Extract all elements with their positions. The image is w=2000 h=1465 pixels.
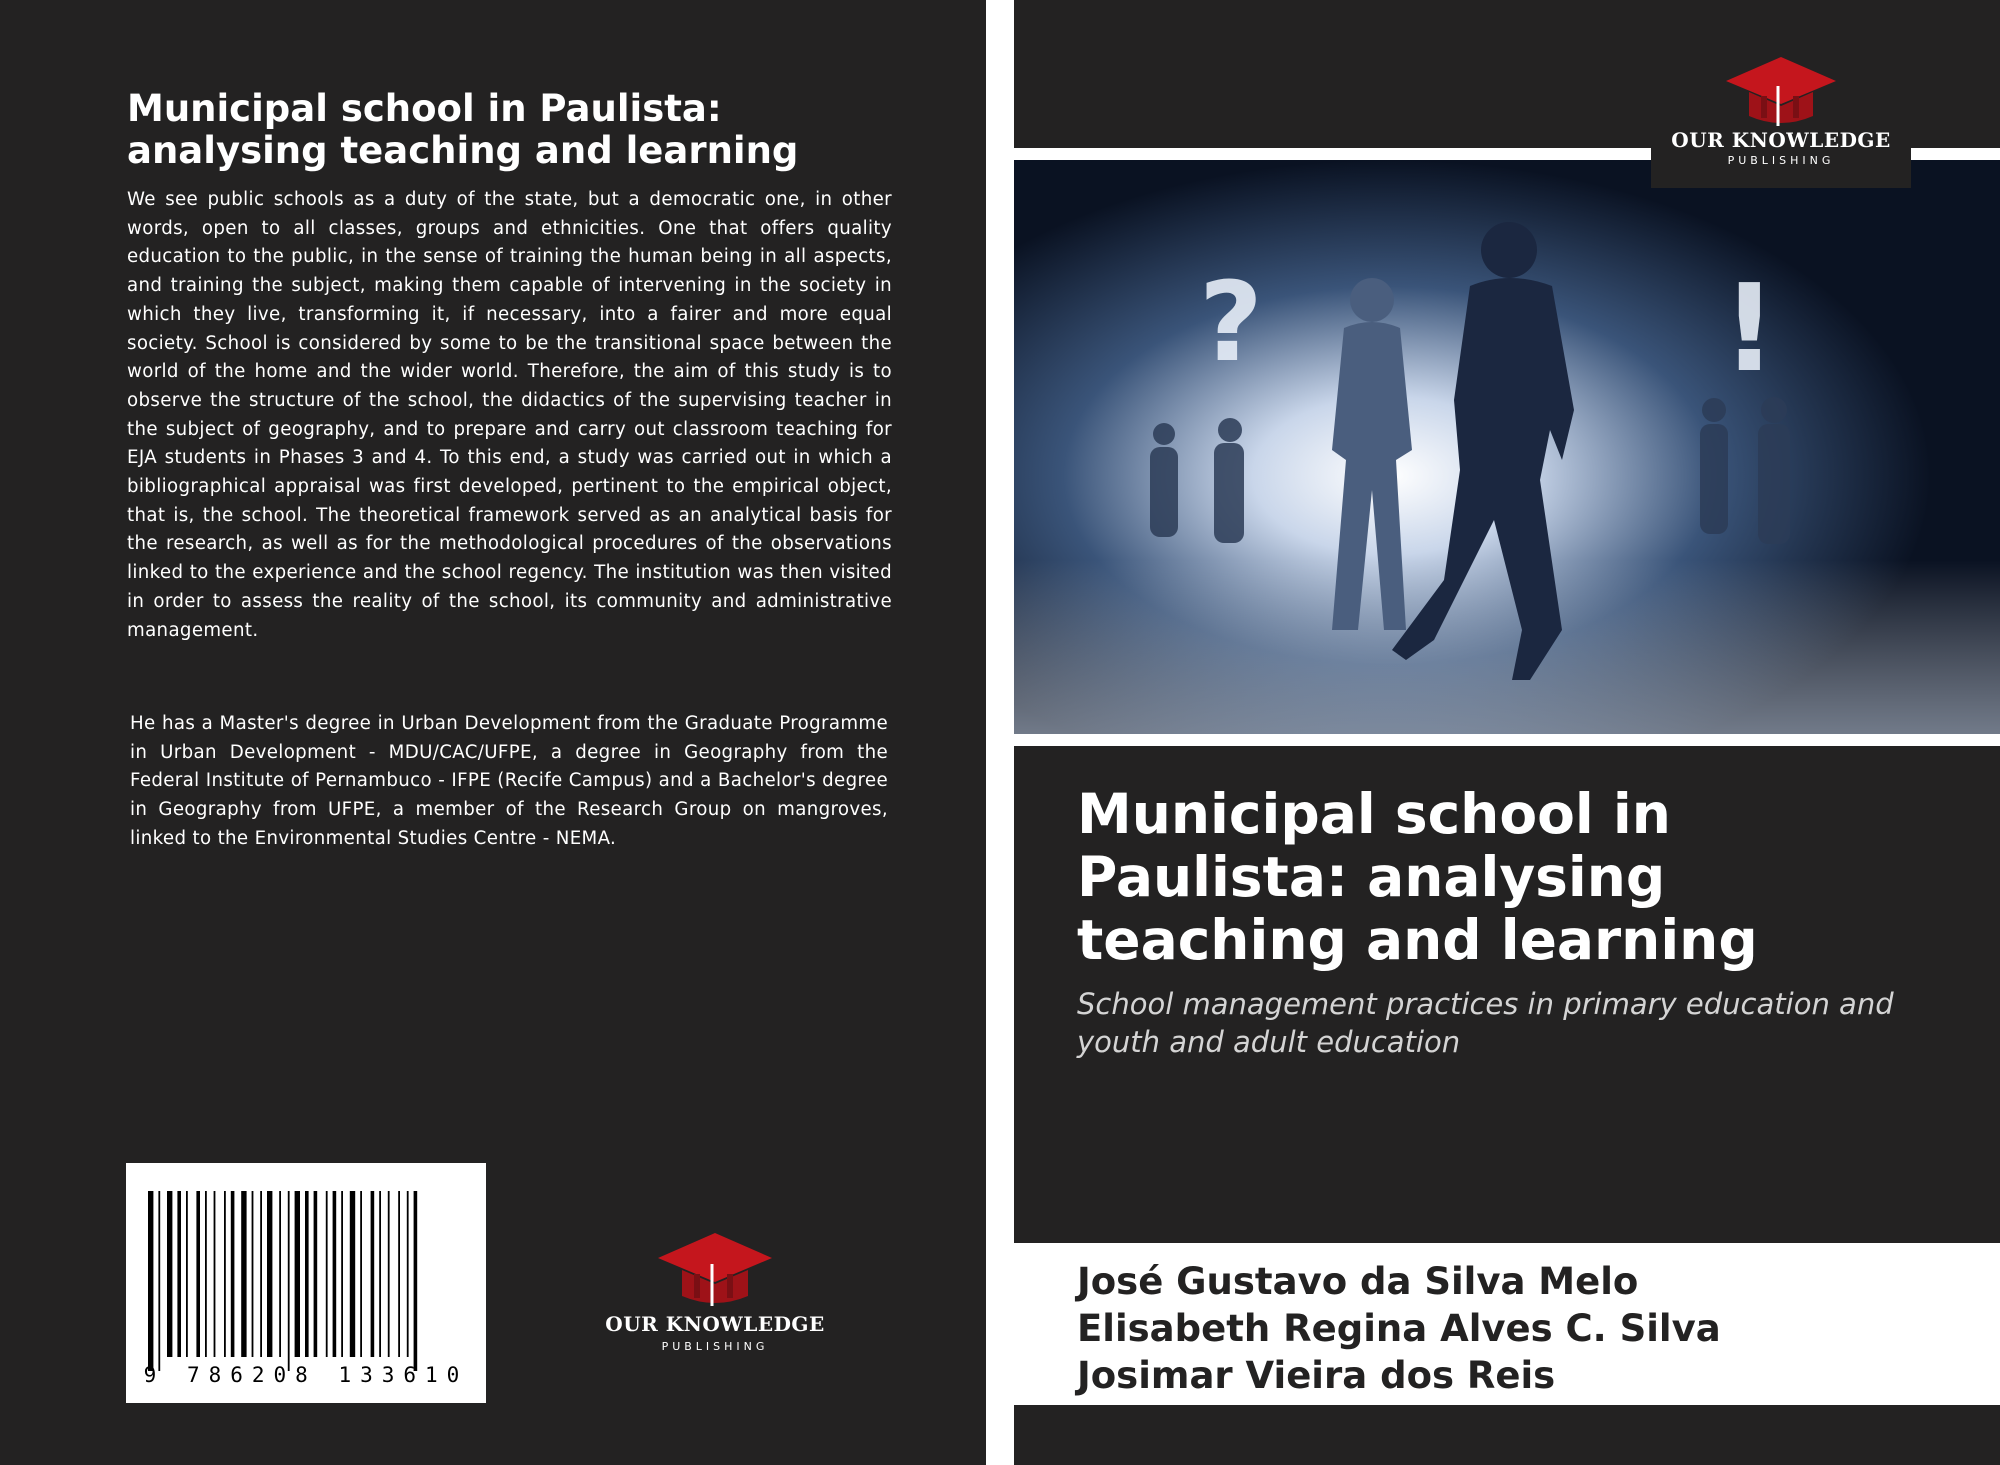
publisher-name: OUR KNOWLEDGE [605,1312,825,1336]
barcode [126,1163,486,1403]
silhouettes-illustration [1014,160,2000,734]
barcode-bar [148,1191,153,1371]
barcode-bar [186,1191,188,1357]
barcode-bar [350,1191,355,1357]
front-bottom-band [1014,1405,2000,1465]
barcode-bar [177,1191,181,1357]
spine-gap [986,0,1014,1465]
authors-list [1077,1258,1977,1399]
back-cover-abstract: We see public schools as a duty of the state, but a democratic one, in other words, open to all classes, groups and ethnicities. One that offers quality education to the public, in the sense of training the human being in all aspects, and training the subject, making them capable of intervening in the society in which they live, transforming it, if necessary, into a fairer and more equal society. School is considered by some to be the transitional space between the world of the home and the wider world. Therefore, the aim of this study is to observe the structure of the school, the didactics of the supervising teacher in the subject of geography, and to prepare and carry out classroom teaching for EJA students in Phases 3 and 4. To this end, a study was carried out in which a bibliographical appraisal was first developed, pertinent to the empirical object, that is, the school. The theoretical framework served as an analytical basis for the research, as well as for the methodological procedures of the observations linked to the experience and the school regency. The institution was then visited in order to assess the reality of the school, its community and administrative management. [127,189,892,641]
barcode-bar [288,1191,290,1371]
publisher-sub: PUBLISHING [661,1340,769,1353]
barcode-bar [241,1191,246,1357]
cover-photo [1014,160,2000,734]
author-name: Josimar Vieira dos Reis [1077,1354,1556,1397]
barcode-bar [231,1191,235,1357]
back-title-line-1: Municipal school in Paulista: [127,87,722,130]
exclamation-mark-glyph: ! [1722,260,1777,399]
barcode-bar [371,1191,375,1357]
publisher-logo-back [590,1230,840,1360]
question-mark-glyph: ? [1199,258,1263,386]
barcode-bar [407,1191,409,1357]
barcode-bar [333,1191,337,1357]
front-cover-subtitle: School management practices in primary education and youth and adult education [1077,987,1894,1059]
barcode-digits: 9 786208 133610 [143,1363,469,1387]
publisher-name: OUR KNOWLEDGE [1671,128,1891,152]
publisher-sub: PUBLISHING [1727,154,1835,167]
barcode-bar [398,1191,400,1357]
front-title-line-2: Paulista: analysing [1077,845,1666,909]
barcode-bar [379,1191,381,1357]
barcode-bar [267,1191,272,1357]
barcode-bar [305,1191,309,1357]
graduation-cap-logo-icon [1651,54,1911,134]
front-cover-title [1077,783,1977,972]
author-name: Elisabeth Regina Alves C. Silva [1077,1307,1721,1350]
barcode-bar [279,1191,281,1357]
barcode-bar [341,1191,343,1357]
barcode-bar [260,1191,262,1357]
barcode-bar [196,1191,200,1357]
barcode-bar [224,1191,226,1357]
barcode-bar [326,1191,328,1357]
front-title-line-3: teaching and learning [1077,908,1758,972]
barcode-bar [314,1191,318,1357]
back-title-line-2: analysing teaching and learning [127,129,799,172]
barcode-bar [167,1191,172,1357]
back-cover-title [127,88,907,172]
graduation-cap-logo-icon [590,1230,840,1310]
barcode-bar [214,1191,216,1357]
barcode-bar [252,1191,254,1357]
publisher-logo-front [1651,50,1911,188]
barcode-bar [388,1191,390,1357]
barcode-bar [158,1191,160,1371]
barcode-bar [205,1191,207,1357]
author-bio: He has a Master's degree in Urban Development from the Graduate Programme in Urban Development - MDU/CAC/UFPE, a degree in Geography from the Federal Institute of Pernambuco - IFPE (Recife Campus) and a Bachelor's degree in Geography from UFPE, a member of the Research Group on mangroves, linked to the Environmental Studies Centre - NEMA. [130,713,888,849]
barcode-bar [360,1191,362,1357]
author-name: José Gustavo da Silva Melo [1077,1260,1639,1303]
barcode-bar [295,1191,300,1357]
front-title-line-1: Municipal school in [1077,782,1671,846]
barcode-bar [414,1191,418,1371]
